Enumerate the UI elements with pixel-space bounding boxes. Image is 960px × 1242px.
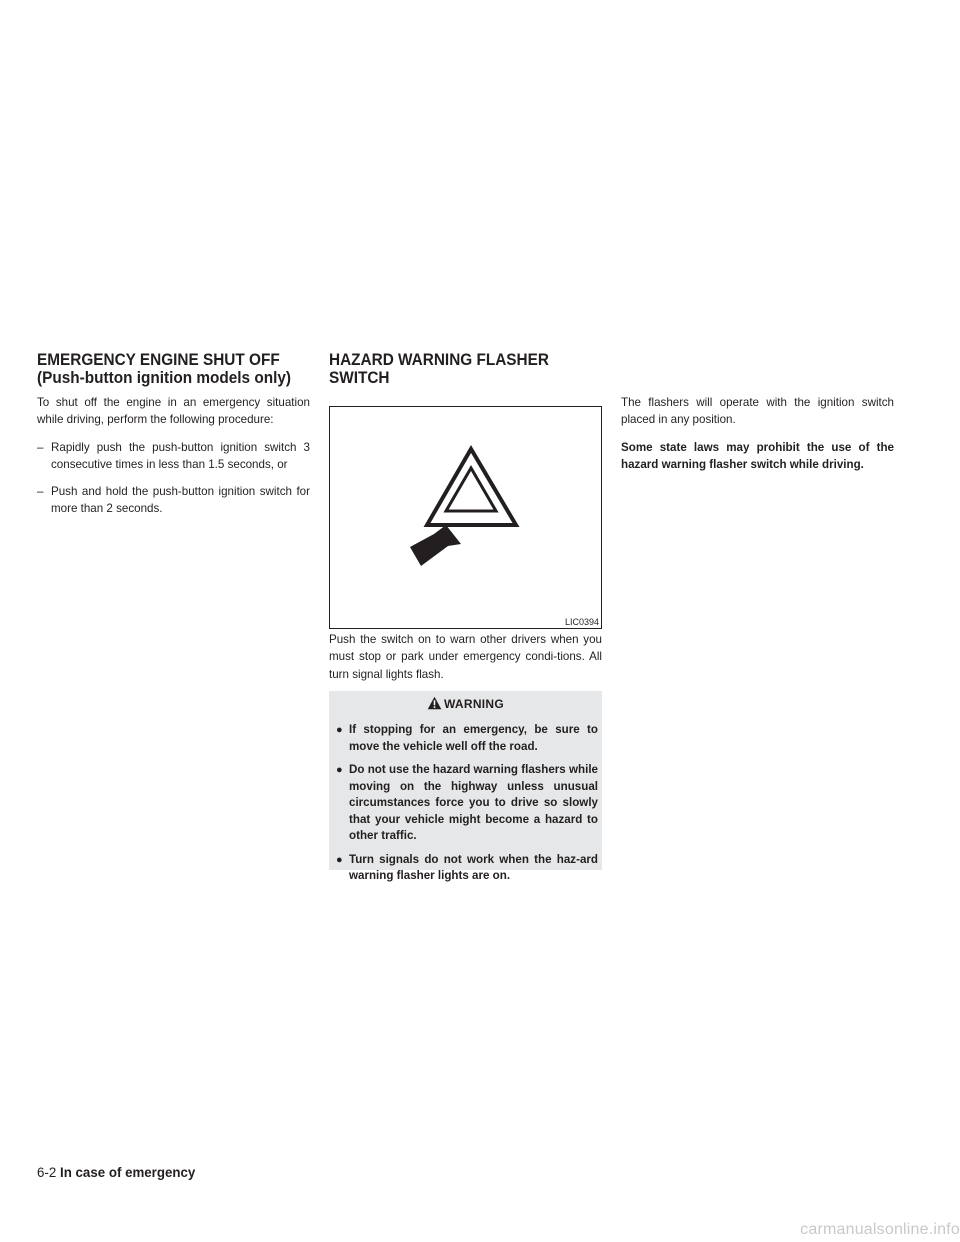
shutoff-step xyxy=(37,483,310,518)
shutoff-step xyxy=(37,439,310,474)
hazard-flasher-heading-line1: HAZARD WARNING FLASHER xyxy=(329,351,549,369)
push-arrow-icon xyxy=(410,525,461,566)
warning-item-text: Turn signals do not work when the haz-ard warning flasher lights are on. xyxy=(349,852,598,882)
page-number: 6-2 xyxy=(37,1164,57,1180)
right-column xyxy=(621,394,894,483)
section-title: In case of emergency xyxy=(60,1164,196,1180)
watermark: carmanualsonline.info xyxy=(800,1221,960,1238)
warning-item-text: Do not use the hazard warning flashers while moving on the highway unless unusual circumstances force you to drive so slowly that your vehicle might become a hazard to other traffic. xyxy=(349,763,598,842)
warning-item xyxy=(336,762,598,845)
middle-column xyxy=(329,631,602,693)
hazard-switch-figure xyxy=(329,406,602,629)
bullet-icon: ● xyxy=(336,764,343,776)
left-column xyxy=(37,394,310,528)
hazard-triangle-icon xyxy=(330,407,601,628)
warning-title-row xyxy=(329,696,602,712)
emergency-shutoff-heading-line2: (Push-button ignition models only) xyxy=(37,369,292,387)
shutoff-intro: To shut off the engine in an emergency situation while driving, perform the following procedure: xyxy=(37,396,310,427)
emergency-shutoff-heading xyxy=(37,351,291,387)
hazard-flasher-heading xyxy=(329,351,549,387)
shutoff-step-text: Rapidly push the push-button ignition switch 3 consecutive times in less than 1.5 seconds, or xyxy=(51,440,310,471)
bullet-icon: ● xyxy=(336,724,343,736)
emergency-shutoff-heading-line1: EMERGENCY ENGINE SHUT OFF xyxy=(37,351,280,369)
hazard-description: Push the switch on to warn other drivers when you must stop or park under emergency condi-tions. All turn signal lights flash. xyxy=(329,633,602,681)
warning-item xyxy=(336,852,598,885)
dash-marker: – xyxy=(37,440,44,454)
dash-marker: – xyxy=(37,485,44,499)
flasher-operation-text: The flashers will operate with the ignition switch placed in any position. xyxy=(621,396,894,427)
page-footer xyxy=(37,1164,195,1180)
warning-triangle-icon xyxy=(427,696,442,710)
bullet-icon: ● xyxy=(336,853,343,866)
hazard-flasher-heading-line2: SWITCH xyxy=(329,369,390,387)
warning-box xyxy=(329,691,602,882)
warning-item-text: If stopping for an emergency, be sure to move the vehicle well off the road. xyxy=(349,723,598,753)
state-law-note: Some state laws may prohibit the use of the hazard warning flasher switch while driving. xyxy=(621,440,894,471)
figure-code: LIC0394 xyxy=(564,617,599,627)
shutoff-step-text: Push and hold the push-button ignition switch for more than 2 seconds. xyxy=(51,485,310,516)
warning-title: WARNING xyxy=(443,697,505,711)
warning-list xyxy=(336,722,598,892)
warning-item xyxy=(336,722,598,755)
